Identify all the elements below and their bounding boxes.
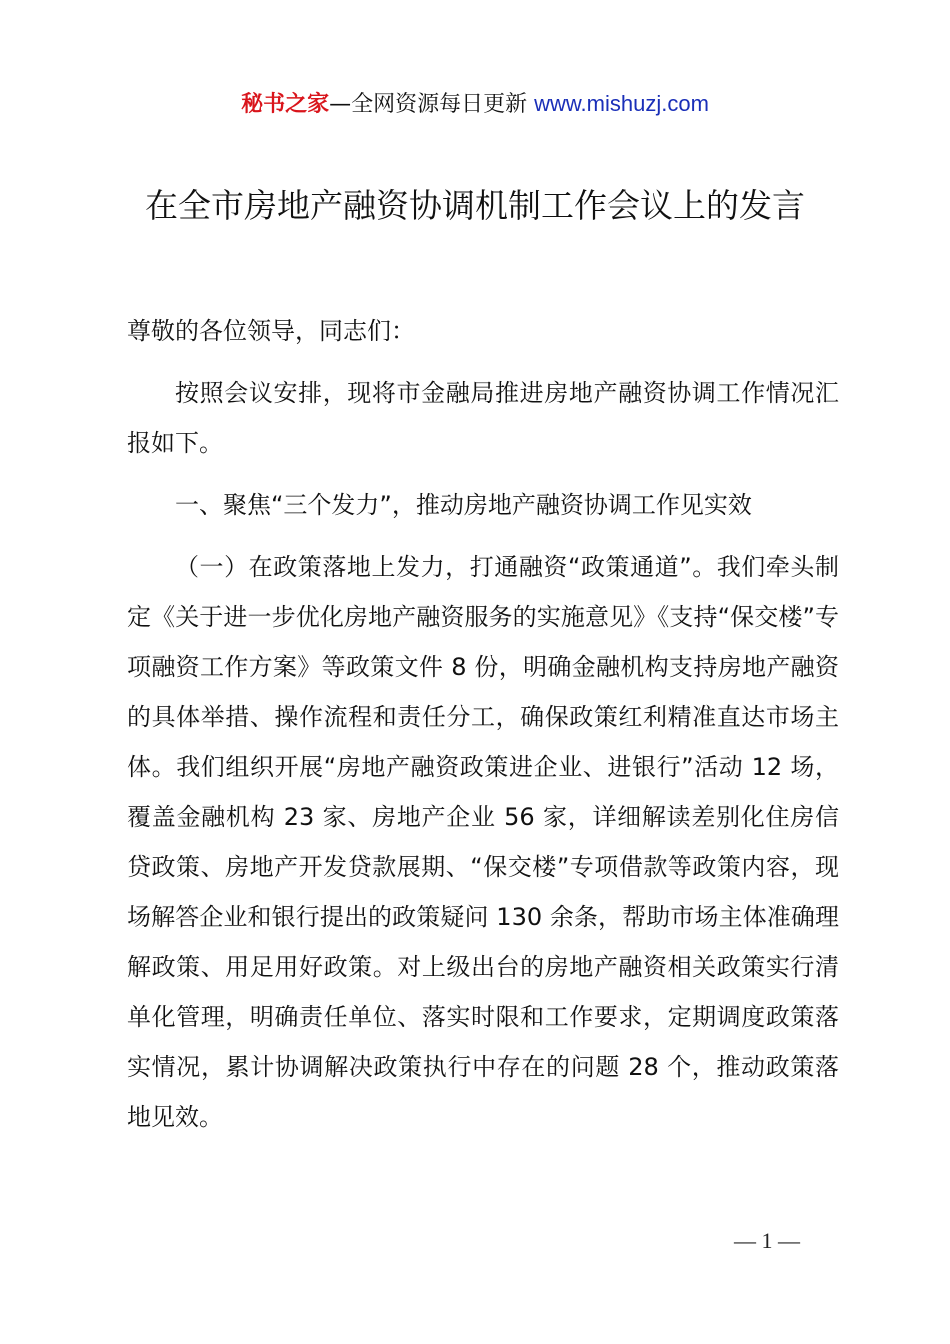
subsection-paragraph-1: （一）在政策落地上发力，打通融资“政策通道”。我们牵头制定《关于进一步优化房地产融资服务的实施意见》《支持“保交楼”专项融资工作方案》等政策文件 8 份，明确金融机构支持房地产融资的具体举措、操作流程和责任分工，确保政策红利精准直达市场主体。我们组织开展“房地产融资政策进企业、进银行”活动 12 场，覆盖金融机构 23 家、房地产企业 56 家，详细解读差别化住房信贷政策、房地产开发贷款展期、“保交楼”专项借款等政策内容，现场解答企业和银行提出的政策疑问 130 余条，帮助市场主体准确理解政策、用足用好政策。对上级出台的房地产融资相关政策实行清单化管理，明确责任单位、落实时限和工作要求，定期调度政策落实情况，累计协调解决政策执行中存在的问题 28 个，推动政策落地见效。: [127, 553, 839, 1131]
document-title: 在全市房地产融资协调机制工作会议上的发言: [145, 186, 805, 225]
site-brand: 秘书之家: [241, 92, 330, 117]
document-body: [127, 306, 839, 1154]
site-header: [0, 88, 950, 121]
intro-paragraph: 按照会议安排，现将市金融局推进房地产融资协调工作情况汇报如下。: [127, 379, 839, 457]
site-tagline: —全网资源每日更新: [329, 92, 535, 117]
site-url-link[interactable]: www.mishuzj.com: [534, 91, 709, 116]
page-number: — 1 —: [734, 1228, 800, 1253]
section-heading-1: 一、聚焦“三个发力”，推动房地产融资协调工作见实效: [175, 491, 752, 519]
salutation: 尊敬的各位领导，同志们：: [127, 317, 415, 345]
